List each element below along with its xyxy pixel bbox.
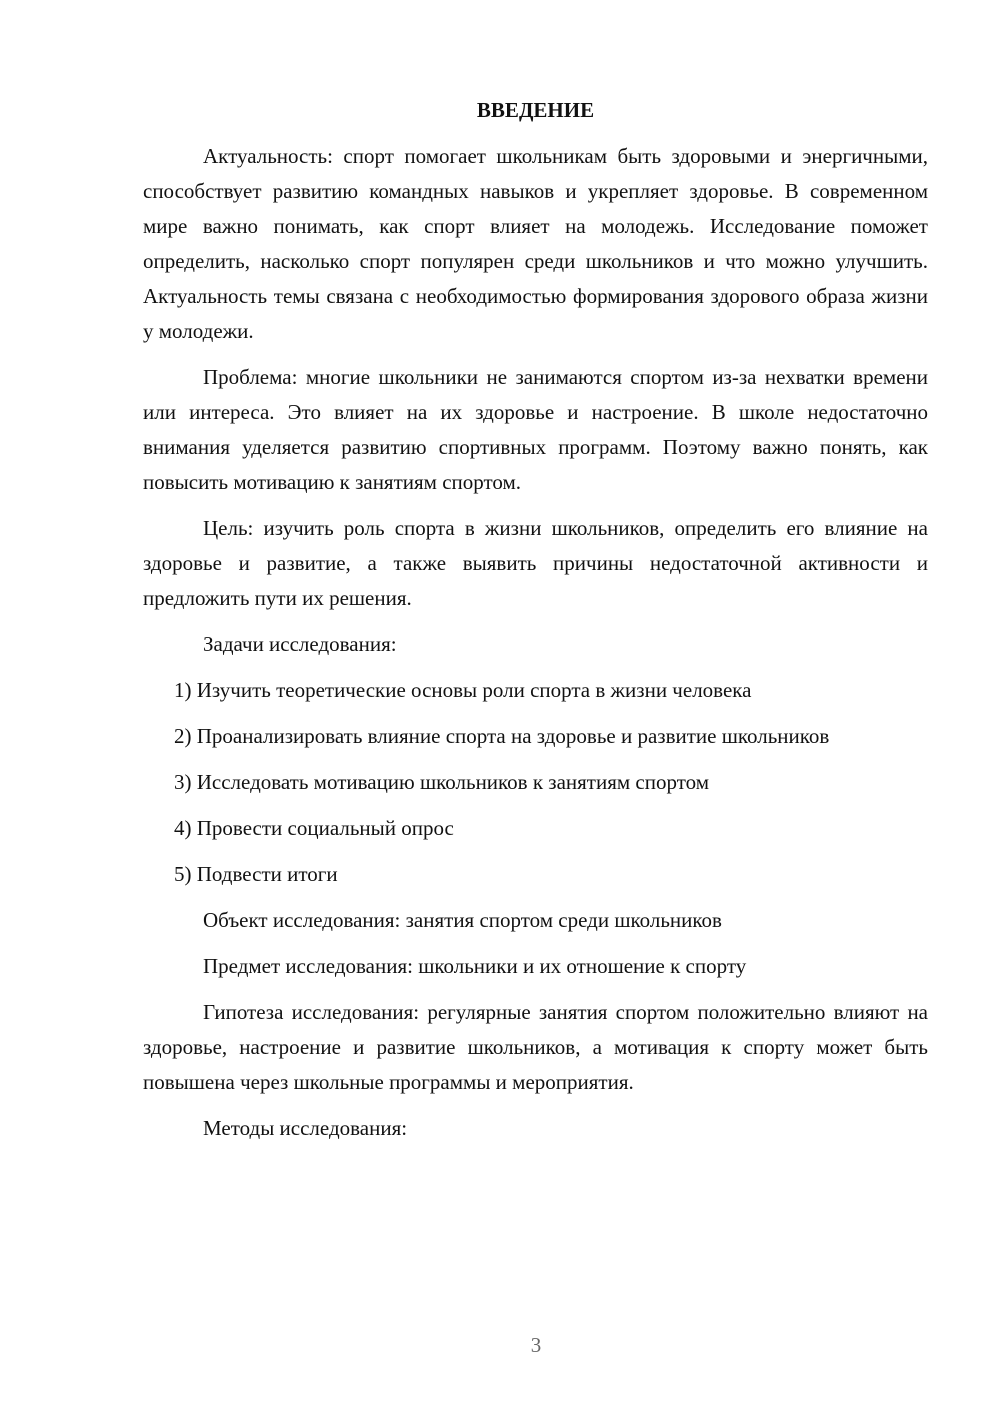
tasks-heading: Задачи исследования: (203, 632, 397, 656)
problem-paragraph: Проблема: многие школьники не занимаются спортом из-за нехватки времени или интереса. Это влияет на их здоровье и настроение. В школе недостаточно внимания уделяется развитию спортивных программ. Поэтому важно понять, как повысить мотивацию к занятиям спортом. (143, 365, 928, 494)
research-subject: Предмет исследования: школьники и их отношение к спорту (203, 954, 747, 978)
page-number: 3 (530, 1333, 542, 1357)
task-item-5: 5) Подвести итоги (174, 862, 338, 886)
task-item-2: 2) Проанализировать влияние спорта на здоровье и развитие школьников (174, 724, 830, 748)
hypothesis-paragraph: Гипотеза исследования: регулярные занятия спортом положительно влияют на здоровье, настроение и развитие школьников, а мотивация к спорту может быть повышена через школьные программы и мероприятия. (143, 1000, 928, 1094)
task-item-3: 3) Исследовать мотивацию школьников к занятиям спортом (174, 770, 709, 794)
relevance-paragraph: Актуальность: спорт помогает школьникам быть здоровыми и энергичными, способствует развитию командных навыков и укрепляет здоровье. В современном мире важно понимать, как спорт влияет на молодежь. Исследование поможет определить, насколько спорт популярен среди школьников и что можно улучшить. Актуальность темы связана с необходимостью формирования здорового образа жизни у молодежи. (143, 144, 928, 343)
section-title: ВВЕДЕНИЕ (476, 98, 595, 122)
task-item-4: 4) Провести социальный опрос (174, 816, 454, 840)
methods-heading: Методы исследования: (203, 1116, 408, 1140)
page-content (143, 95, 928, 1157)
task-item-1: 1) Изучить теоретические основы роли спорта в жизни человека (174, 678, 752, 702)
goal-paragraph: Цель: изучить роль спорта в жизни школьников, определить его влияние на здоровье и развитие, а также выявить причины недостаточной активности и предложить пути их решения. (143, 516, 928, 610)
research-object: Объект исследования: занятия спортом среди школьников (203, 908, 722, 932)
